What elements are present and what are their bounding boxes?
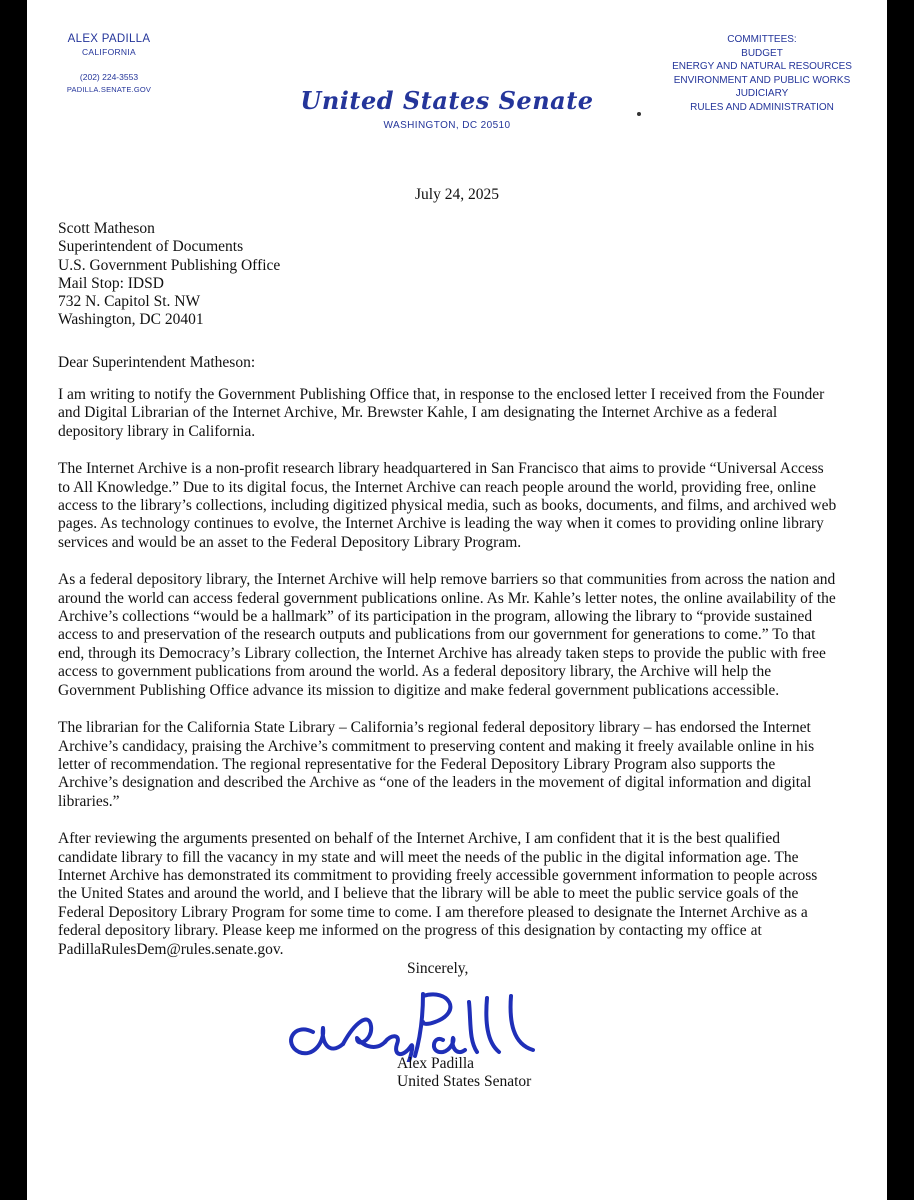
signer-title: United States Senator bbox=[397, 1073, 532, 1091]
letter-body bbox=[58, 386, 838, 978]
committee-item: BUDGET bbox=[741, 47, 783, 59]
letter-page bbox=[27, 0, 887, 1200]
sender-website: PADILLA.SENATE.GOV bbox=[66, 85, 152, 94]
recipient-line: Mail Stop: IDSD bbox=[58, 274, 164, 292]
body-paragraph: I am writing to notify the Government Publishing Office that, in response to the enclosed letter I received from the Founder and Digital Librarian of the Internet Archive, Mr. Brewster Kahle, I am designating the Internet Archive as a federal depository library in California. bbox=[58, 386, 825, 440]
sender-name: ALEX PADILLA bbox=[67, 33, 151, 45]
masthead bbox=[297, 88, 597, 131]
committee-item: RULES AND ADMINISTRATION bbox=[690, 101, 834, 113]
committees-list bbox=[642, 47, 882, 115]
committee-item: JUDICIARY bbox=[735, 88, 789, 100]
salutation: Dear Superintendent Matheson: bbox=[58, 354, 256, 371]
closing: Sincerely, bbox=[407, 960, 469, 977]
committee-item: ENVIRONMENT AND PUBLIC WORKS bbox=[673, 74, 851, 86]
handwritten-signature bbox=[273, 982, 563, 1062]
senate-city: WASHINGTON, DC 20510 bbox=[383, 120, 511, 131]
sender-phone: (202) 224-3553 bbox=[79, 72, 139, 82]
signer-name: Alex Padilla bbox=[397, 1055, 475, 1072]
senate-title: United States Senate bbox=[300, 86, 594, 115]
body-paragraph: The librarian for the California State Library – California’s regional federal depository library – has endorsed the Internet Archive’s candidacy, praising the Archive’s commitment to preserving content and making it freely available online in his letter of recommendation. The regional representative for the Federal Depository Library Program also supports the Archive’s designation and described the Archive as “one of the leaders in the movement of digital information and digital libraries.” bbox=[58, 719, 815, 810]
recipient-line: 732 N. Capitol St. NW bbox=[58, 293, 201, 311]
recipient-line: U.S. Government Publishing Office bbox=[58, 256, 281, 274]
body-paragraph: The Internet Archive is a non-profit research library headquartered in San Francisco that aims to provide “Universal Access to All Knowledge.” Due to its digital focus, the Internet Archive can reach people around the world, providing free, online access to the library’s collections, including digitized physical media, such as books, documents, and films, and archived web pages. As technology continues to evolve, the Internet Archive is leading the way when it comes to providing online library services and would be an asset to the Federal Depository Library Program. bbox=[58, 460, 837, 551]
fold-mark bbox=[637, 112, 641, 116]
recipient-address bbox=[58, 220, 280, 330]
recipient-line: Superintendent of Documents bbox=[58, 238, 244, 256]
committees-block bbox=[642, 33, 882, 115]
body-paragraph: As a federal depository library, the Internet Archive will help remove barriers so that communities from across the nation and around the world can access federal government publications online. As Mr. Kahle’s letter notes, the online availability of the Archive’s collections “would be a hallmark” of its participation in the program, allowing the library to “provide sustained access to and preservation of the research outputs and publications from our government for generations to come.” To that end, through its Democracy’s Library collection, the Internet Archive has already taken steps to provide the public with free access to government publications from around the world. As a federal depository library, the Archive will help the Government Publishing Office advance its mission to digitize and make federal government publications accessible. bbox=[58, 571, 836, 699]
sender-state: CALIFORNIA bbox=[81, 47, 136, 57]
recipient-line: Scott Matheson bbox=[58, 220, 155, 237]
committee-item: ENERGY AND NATURAL RESOURCES bbox=[672, 61, 852, 73]
signer-block bbox=[397, 1055, 531, 1092]
body-paragraph: After reviewing the arguments presented on behalf of the Internet Archive, I am confident that it is the best qualified candidate library to fill the vacancy in my state and will meet the needs of the public in the digital information age. The Internet Archive has demonstrated its commitment to providing freely accessible government information to people across the United States and around the world, and I believe that the library will be able to meet the public service goals of the Federal Depository Library Program for some time to come. I am therefore pleased to designate the Internet Archive as a federal depository library. Please keep me informed on the progress of this designation by contacting my office at PadillaRulesDem@rules.senate.gov. bbox=[58, 830, 818, 958]
letter-date: July 24, 2025 bbox=[415, 186, 499, 203]
committees-heading: COMMITTEES: bbox=[727, 34, 797, 45]
recipient-line: Washington, DC 20401 bbox=[58, 311, 204, 329]
sender-block bbox=[49, 33, 169, 94]
